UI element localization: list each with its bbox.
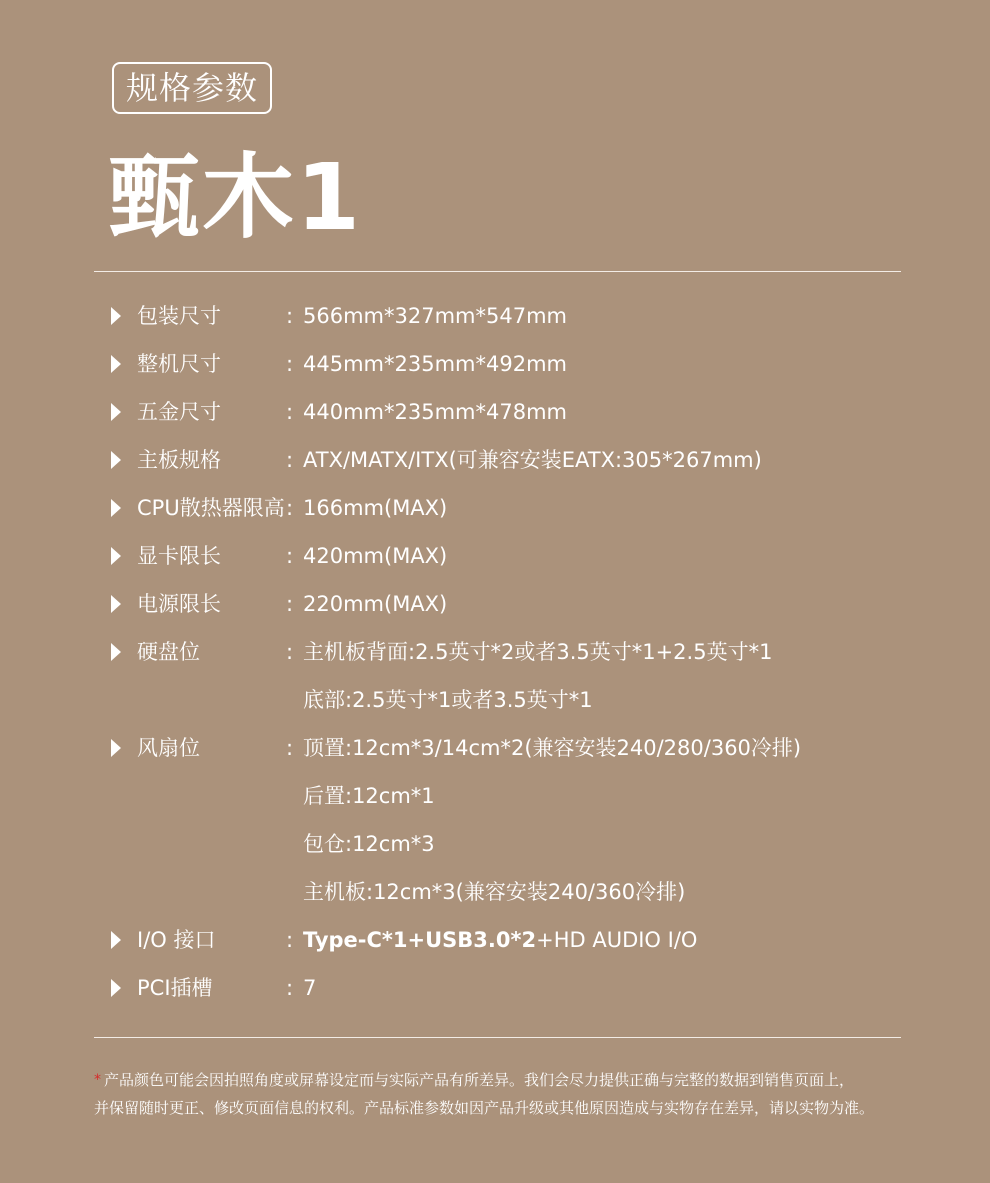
spec-row-cpu-cooler xyxy=(0,484,990,532)
spec-value: 440mm*235mm*478mm xyxy=(303,400,567,424)
spec-colon: : xyxy=(286,976,294,1000)
spec-value: 主机板:12cm*3(兼容安装240/360冷排) xyxy=(303,880,686,904)
spec-row-machine-size xyxy=(0,340,990,388)
triangle-bullet-icon xyxy=(111,499,121,517)
triangle-bullet-icon xyxy=(111,355,121,373)
spec-value: 166mm(MAX) xyxy=(303,496,448,520)
spec-colon: : xyxy=(286,640,294,664)
triangle-bullet-icon xyxy=(111,931,121,949)
spec-row-fan-positions xyxy=(0,724,990,772)
spec-value: 底部:2.5英寸*1或者3.5英寸*1 xyxy=(303,688,593,712)
triangle-bullet-icon xyxy=(111,547,121,565)
spec-row-pci-slots xyxy=(0,964,990,1012)
spec-value: 包仓:12cm*3 xyxy=(303,832,435,856)
disclaimer-line-1 xyxy=(94,1066,934,1094)
divider-bottom xyxy=(94,1037,901,1038)
spec-colon: : xyxy=(286,544,294,568)
spec-value: 220mm(MAX) xyxy=(303,592,448,616)
spec-row-motherboard xyxy=(0,436,990,484)
spec-label: CPU散热器限高 xyxy=(137,496,285,520)
triangle-bullet-icon xyxy=(111,979,121,997)
spec-colon: : xyxy=(286,400,294,424)
triangle-bullet-icon xyxy=(111,739,121,757)
asterisk-marker: * xyxy=(94,1072,101,1088)
spec-row-fan-positions-cont xyxy=(0,820,990,868)
spec-row-fan-positions-cont xyxy=(0,868,990,916)
spec-value: 后置:12cm*1 xyxy=(303,784,435,808)
triangle-bullet-icon xyxy=(111,595,121,613)
spec-row-hardware-size xyxy=(0,388,990,436)
spec-value: 顶置:12cm*3/14cm*2(兼容安装240/280/360冷排) xyxy=(303,736,802,760)
spec-label: 电源限长 xyxy=(137,592,221,616)
triangle-bullet-icon xyxy=(111,451,121,469)
spec-row-drive-bays-cont xyxy=(0,676,990,724)
spec-row-psu-length xyxy=(0,580,990,628)
spec-colon: : xyxy=(286,448,294,472)
spec-label: I/O 接口 xyxy=(137,928,216,952)
spec-value: 566mm*327mm*547mm xyxy=(303,304,567,328)
spec-value-rest: +HD AUDIO I/O xyxy=(536,928,698,952)
spec-label: 包装尺寸 xyxy=(137,304,221,328)
triangle-bullet-icon xyxy=(111,643,121,661)
spec-value: 主机板背面:2.5英寸*2或者3.5英寸*1+2.5英寸*1 xyxy=(303,640,773,664)
spec-label: 主板规格 xyxy=(137,448,221,472)
spec-colon: : xyxy=(286,592,294,616)
disclaimer-text-1: 产品颜色可能会因拍照角度或屏幕设定而与实际产品有所差异。我们会尽力提供正确与完整的数据到销售页面上， xyxy=(104,1071,855,1089)
disclaimer-line-2: 并保留随时更正、修改页面信息的权利。产品标准参数如因产品升级或其他原因造成与实物存在差异，请以实物为准。 xyxy=(94,1099,875,1117)
spec-label: 显卡限长 xyxy=(137,544,221,568)
spec-row-drive-bays xyxy=(0,628,990,676)
spec-colon: : xyxy=(286,496,294,520)
spec-value-bold: Type-C*1+USB3.0*2 xyxy=(303,928,537,952)
spec-value: 445mm*235mm*492mm xyxy=(303,352,567,376)
spec-row-fan-positions-cont xyxy=(0,772,990,820)
spec-label: PCI插槽 xyxy=(137,976,213,1000)
section-badge: 规格参数 xyxy=(112,62,272,114)
spec-label: 五金尺寸 xyxy=(137,400,221,424)
spec-row-package-size xyxy=(0,292,990,340)
spec-value: ATX/MATX/ITX(可兼容安装EATX:305*267mm) xyxy=(303,448,762,472)
spec-label: 硬盘位 xyxy=(137,640,200,664)
spec-colon: : xyxy=(286,304,294,328)
triangle-bullet-icon xyxy=(111,403,121,421)
spec-list xyxy=(0,292,990,1012)
spec-colon: : xyxy=(286,736,294,760)
spec-value: 420mm(MAX) xyxy=(303,544,448,568)
spec-label: 整机尺寸 xyxy=(137,352,221,376)
spec-row-gpu-length xyxy=(0,532,990,580)
spec-colon: : xyxy=(286,352,294,376)
spec-value xyxy=(303,916,697,964)
spec-label: 风扇位 xyxy=(137,736,200,760)
spec-colon: : xyxy=(286,928,294,952)
spec-value: 7 xyxy=(303,976,317,1000)
triangle-bullet-icon xyxy=(111,307,121,325)
disclaimer-note xyxy=(94,1066,934,1122)
spec-row-io-ports xyxy=(0,916,990,964)
product-title: 甄木1 xyxy=(108,144,363,251)
divider-top xyxy=(94,271,901,272)
